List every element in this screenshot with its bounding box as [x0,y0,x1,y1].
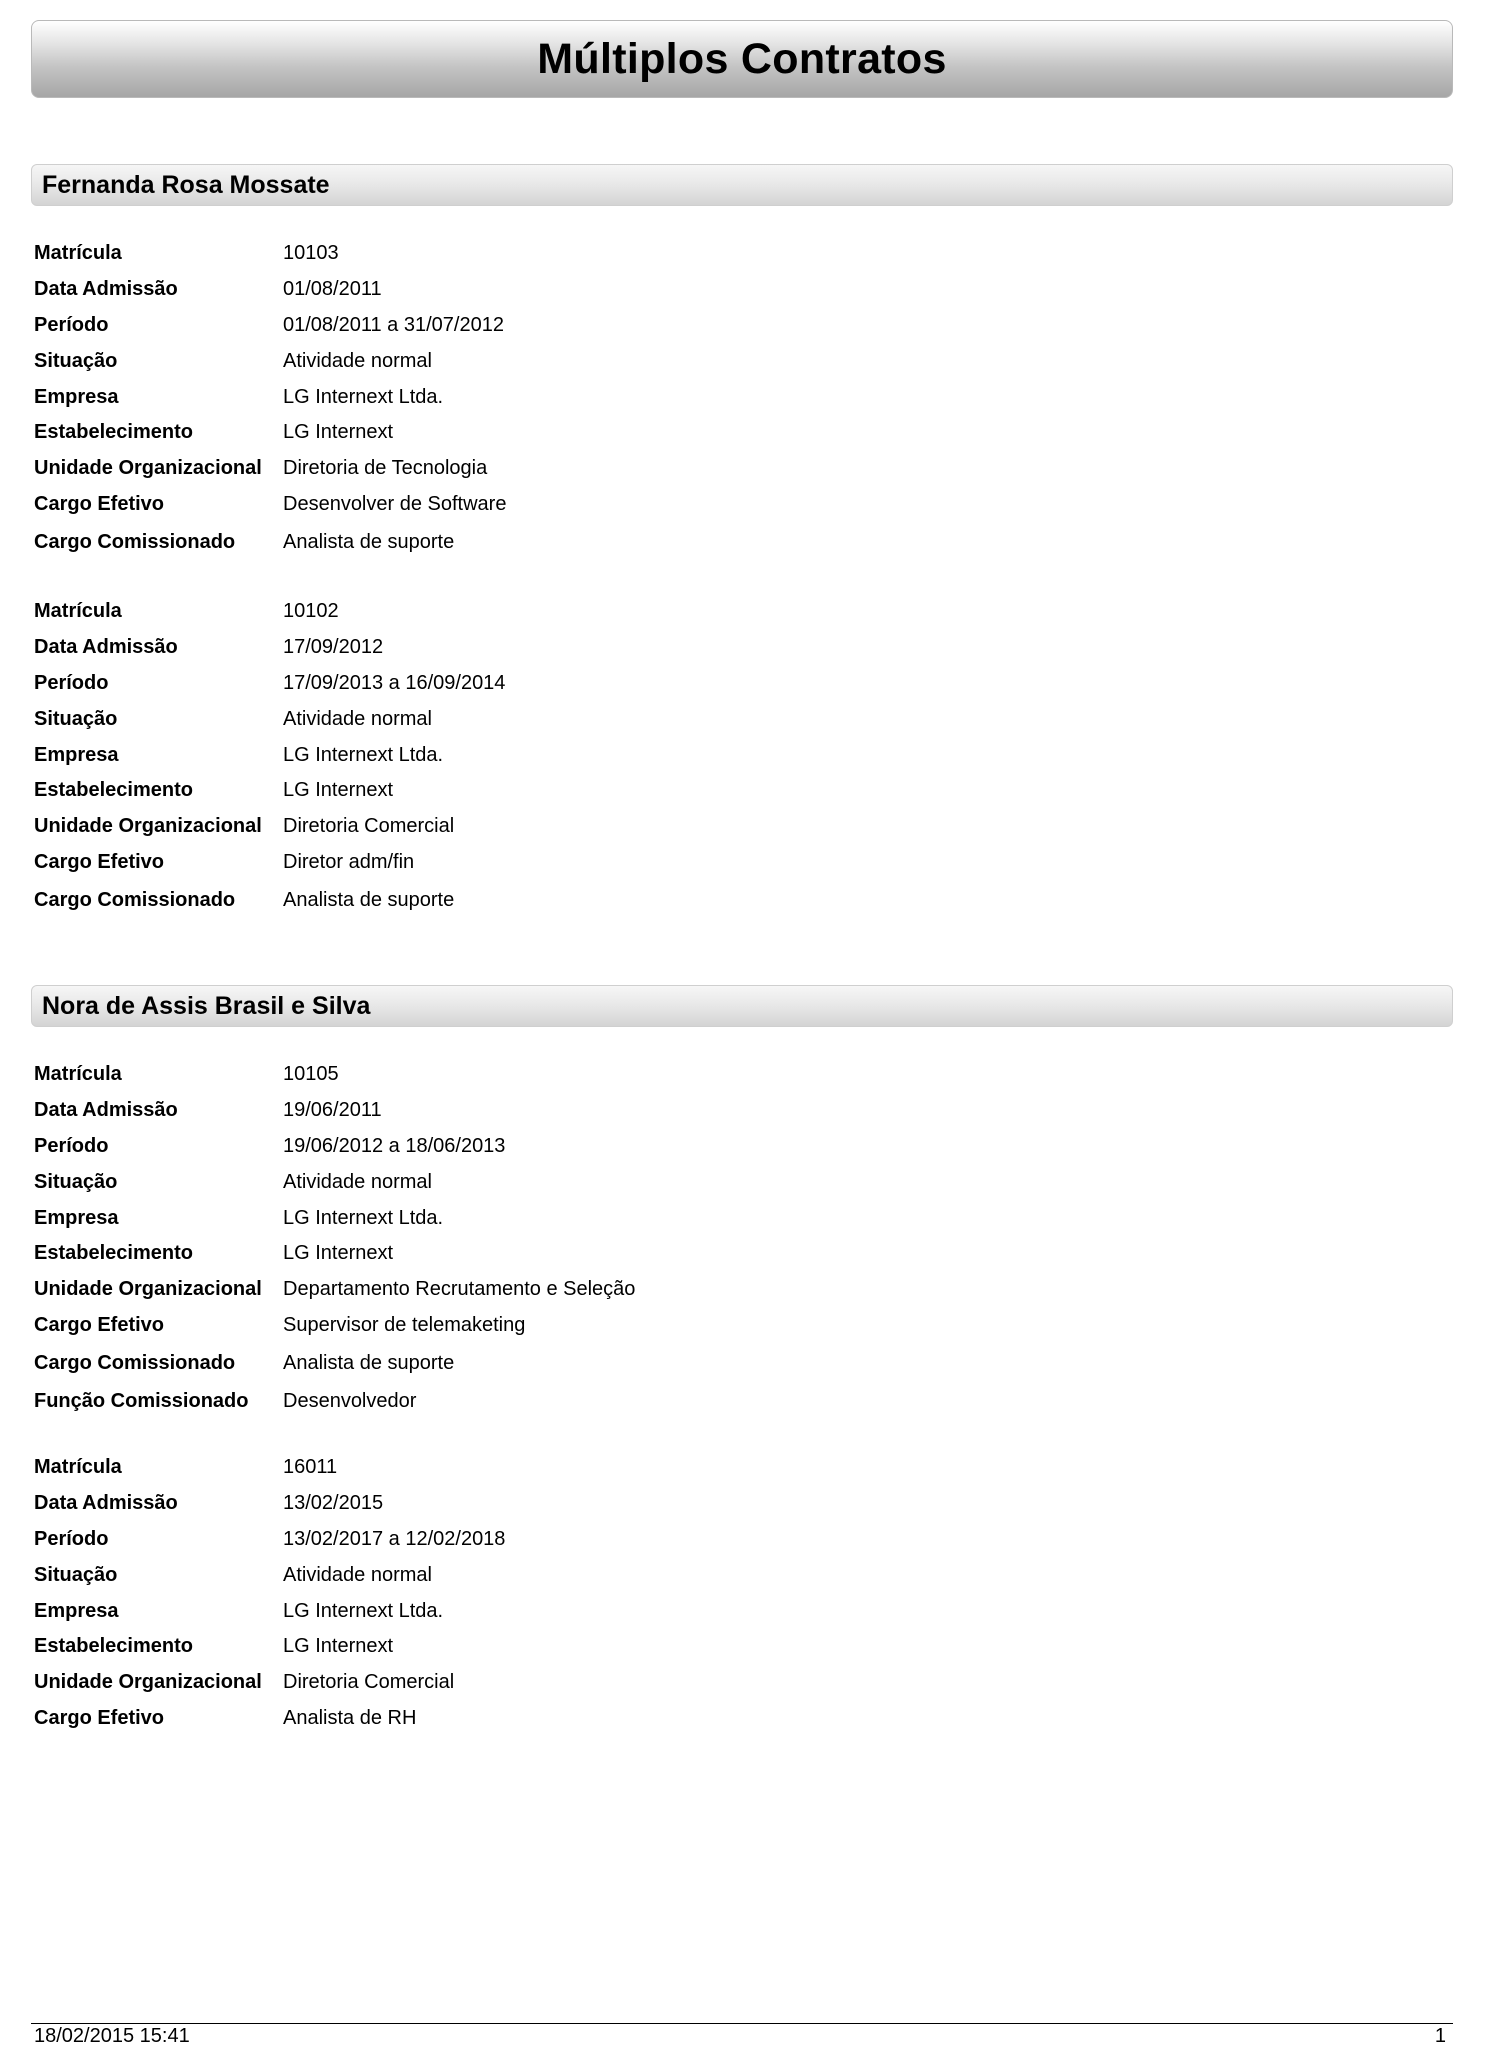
field-row [34,666,505,702]
field-row [34,1629,505,1665]
field-value: LG Internext [283,421,394,444]
contract-block [34,1057,635,1419]
field-value: 16011 [283,1456,338,1479]
field-value: Analista de suporte [283,1351,455,1374]
field-label: Matrícula [34,600,122,623]
field-row [34,343,506,379]
field-value: Departamento Recrutamento e Seleção [283,1278,636,1301]
field-label: Empresa [34,1599,119,1622]
field-row [34,236,506,272]
field-value: 17/09/2012 [283,636,384,659]
field-value: Desenvolver de Software [283,492,507,515]
field-row [34,379,506,415]
field-row [34,415,506,451]
field-value: LG Internext Ltda. [283,1206,444,1229]
field-label: Estabelecimento [34,1242,193,1265]
field-row [34,1522,505,1558]
field-value: Desenvolvedor [283,1389,417,1412]
field-row [34,308,506,344]
field-row [34,1450,505,1486]
field-label: Matrícula [34,1063,122,1086]
field-row [34,1593,505,1629]
field-label: Cargo Comissionado [34,1351,236,1374]
footer-timestamp: 18/02/2015 15:41 [34,2025,190,2047]
field-row [34,1057,635,1093]
field-value: 01/08/2011 a 31/07/2012 [283,313,504,336]
field-label: Período [34,313,109,336]
field-label: Empresa [34,1206,119,1229]
field-row [34,1272,635,1308]
field-label: Cargo Comissionado [34,888,236,911]
field-label: Unidade Organizacional [34,457,262,480]
field-value: Diretor adm/fin [283,850,415,873]
field-label: Data Admissão [34,1492,178,1515]
field-value: LG Internext Ltda. [283,1599,444,1622]
field-row [34,845,505,881]
field-label: Situação [34,707,118,730]
field-row [34,522,506,562]
field-row [34,1308,635,1344]
field-value: 01/08/2011 [283,278,382,301]
person-name-bar [31,985,1453,1027]
field-value: Diretoria Comercial [283,815,455,838]
field-row [34,451,506,487]
field-label: Cargo Comissionado [34,530,236,553]
field-label: Estabelecimento [34,421,193,444]
field-row [34,1164,635,1200]
field-value: LG Internext Ltda. [283,743,444,766]
field-row [34,1093,635,1129]
field-row [34,701,505,737]
contract-block [34,594,505,920]
field-row [34,773,505,809]
field-row [34,1557,505,1593]
field-row [34,272,506,308]
field-row [34,630,505,666]
field-value: 10103 [283,242,339,265]
field-value: 10105 [283,1063,339,1086]
field-value: Atividade normal [283,1563,432,1586]
field-label: Matrícula [34,242,122,265]
field-value: Atividade normal [283,707,432,730]
field-value: 13/02/2017 a 12/02/2018 [283,1527,506,1550]
field-label: Situação [34,1563,118,1586]
field-row [34,809,505,845]
page-title: Múltiplos Contratos [537,34,947,83]
field-value: 17/09/2013 a 16/09/2014 [283,671,506,694]
field-row [34,1701,505,1737]
field-value: Diretoria Comercial [283,1671,455,1694]
field-label: Empresa [34,385,119,408]
person-name: Fernanda Rosa Mossate [42,170,330,199]
person-name-bar [31,164,1453,206]
field-label: Cargo Efetivo [34,850,165,873]
field-label: Data Admissão [34,278,178,301]
field-label: Período [34,1527,109,1550]
field-value: Analista de suporte [283,888,455,911]
field-label: Estabelecimento [34,1635,193,1658]
field-label: Situação [34,1170,118,1193]
field-value: Atividade normal [283,349,432,372]
field-label: Situação [34,349,118,372]
field-label: Cargo Efetivo [34,492,165,515]
footer-divider [31,2023,1453,2024]
field-value: Atividade normal [283,1170,432,1193]
field-row [34,1236,635,1272]
field-value: 19/06/2011 [283,1099,382,1122]
contract-block [34,1450,505,1736]
field-label: Data Admissão [34,1099,178,1122]
field-row [34,1200,635,1236]
field-label: Unidade Organizacional [34,1278,262,1301]
field-value: 10102 [283,600,339,623]
field-row [34,737,505,773]
page-header [31,20,1453,98]
field-label: Empresa [34,743,119,766]
field-label: Cargo Efetivo [34,1313,165,1336]
field-value: 19/06/2012 a 18/06/2013 [283,1134,506,1157]
field-row [34,1665,505,1701]
field-value: LG Internext Ltda. [283,385,444,408]
field-row [34,594,505,630]
field-label: Matrícula [34,1456,122,1479]
field-label: Estabelecimento [34,779,193,802]
field-label: Função Comissionado [34,1389,249,1412]
field-row [34,880,505,920]
field-label: Unidade Organizacional [34,815,262,838]
field-label: Período [34,1134,109,1157]
field-value: LG Internext [283,1635,394,1658]
field-value: Supervisor de telemaketing [283,1313,526,1336]
field-row [34,487,506,523]
field-row [34,1343,635,1383]
field-value: Diretoria de Tecnologia [283,457,488,480]
field-value: Analista de RH [283,1706,417,1729]
field-label: Cargo Efetivo [34,1706,165,1729]
field-row [34,1129,635,1165]
field-label: Data Admissão [34,636,178,659]
contract-block [34,236,506,562]
field-value: LG Internext [283,779,394,802]
field-row [34,1383,635,1419]
field-value: 13/02/2015 [283,1492,384,1515]
footer-page-number: 1 [1434,2025,1446,2047]
person-name: Nora de Assis Brasil e Silva [42,991,371,1020]
field-row [34,1486,505,1522]
field-label: Período [34,671,109,694]
field-value: Analista de suporte [283,530,455,553]
field-label: Unidade Organizacional [34,1671,262,1694]
field-value: LG Internext [283,1242,394,1265]
